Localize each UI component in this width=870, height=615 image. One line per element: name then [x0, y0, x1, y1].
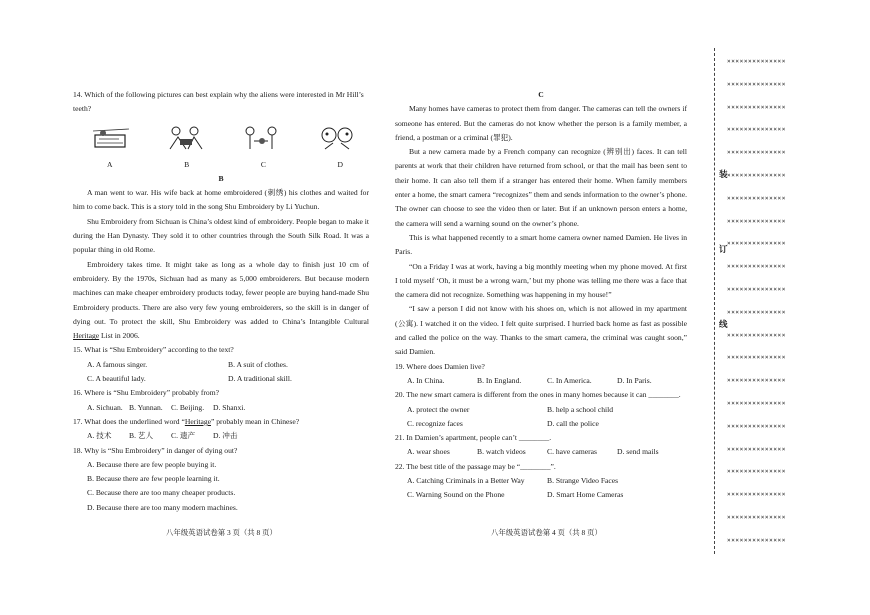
- star-row: ××××××××××××××: [727, 171, 786, 179]
- option: C. Warning Sound on the Phone: [407, 490, 505, 500]
- q22-options-row2: [395, 488, 687, 502]
- picture-label: B: [184, 159, 190, 169]
- option: D. call the police: [547, 418, 599, 428]
- star-row: ××××××××××××××: [727, 240, 786, 248]
- star-row: ××××××××××××××: [727, 149, 786, 157]
- star-row: ××××××××××××××: [727, 103, 786, 111]
- q16-options: [73, 401, 369, 415]
- star-row: ××××××××××××××: [727, 445, 786, 453]
- picture-d: [315, 125, 359, 151]
- q21-options: [395, 445, 687, 459]
- star-row: ××××××××××××××: [727, 217, 786, 225]
- binding-line: [714, 48, 716, 554]
- option: A. A famous singer.: [87, 359, 148, 369]
- option: C. In America.: [547, 375, 592, 385]
- passage-c-p1: Many homes have cameras to protect them from danger. The cameras can tell the owners if someone has entered. But the cameras do not know whether the person is a family member, a friend, a postman or a criminal (罪犯).: [395, 104, 687, 142]
- option: D. In Paris.: [617, 375, 652, 385]
- option: C. Because there are too many cheaper products.: [87, 488, 236, 498]
- section-b-heading: B: [218, 173, 224, 183]
- q15-options-row1: [73, 358, 369, 372]
- option: B. 艺人: [129, 431, 154, 441]
- question-16: 16. Where is “Shu Embroidery” probably from?: [73, 388, 219, 398]
- option: C. have cameras: [547, 447, 597, 457]
- star-row: ××××××××××××××: [727, 536, 786, 544]
- passage-b-p2: Shu Embroidery from Sichuan is China’s oldest kind of embroidery. People began to make it during the Han Dynasty. They sold it to other countries through the South Silk Road. It was a popular thing in old Rome.: [73, 216, 369, 255]
- q20-options-row1: [395, 403, 687, 417]
- question-21: 21. In Damien’s apartment, people can’t ________.: [395, 433, 552, 443]
- underlined-word: Heritage: [73, 331, 100, 341]
- left-column: [73, 88, 369, 515]
- picture-labels: [73, 158, 369, 172]
- option: B. Strange Video Faces: [547, 476, 619, 486]
- option: C. A beautiful lady.: [87, 374, 146, 384]
- q15-options-row2: [73, 372, 369, 386]
- passage-c-p4: “On a Friday I was at work, having a big monthly meeting when my phone moved. At first I told myself ‘Oh, it must be a wrong warn,’ but my phone was telling me there was a face that the camera did not recognize. Something was happening in my house!”: [395, 261, 687, 300]
- picture-c: [240, 125, 284, 151]
- star-row: ××××××××××××××: [727, 126, 786, 134]
- binding-word: 线: [719, 319, 728, 329]
- binding-margin-marks: [727, 58, 827, 560]
- page-footer-right: 八年级英语试卷第 4 页（共 8 页）: [491, 528, 602, 537]
- star-row: ××××××××××××××: [727, 285, 786, 293]
- question-20: 20. The new smart camera is different from the ones in many homes because it can ________.: [395, 390, 681, 400]
- option: D. Because there are too many modern machines.: [87, 502, 238, 512]
- picture-label: C: [260, 159, 266, 169]
- option: A. Because there are few people buying it.: [87, 459, 217, 469]
- star-row: ××××××××××××××: [727, 377, 786, 385]
- passage-c-p5: “I saw a person I did not know with his shoes on, which is not allowed in my apartment (公寓). I watched it on the video. I felt quite surprised. I hurried back home as fast as possible and called the police on the way. Thanks to the smart camera, the criminal was caught soon,” said Damien.: [395, 304, 687, 357]
- underlined-word: Heritage: [184, 416, 211, 426]
- option: A. Catching Criminals in a Better Way: [407, 476, 525, 486]
- q17-options: [73, 429, 369, 443]
- q19-options: [395, 374, 687, 388]
- option: B. In England.: [477, 375, 522, 385]
- question-14: 14. Which of the following pictures can best explain why the aliens were interested in Mr Hill’s teeth?: [73, 90, 364, 114]
- option: D. Shanxi.: [213, 402, 246, 412]
- option: A. wear shoes: [407, 447, 450, 457]
- picture-a: [89, 125, 133, 151]
- option: D. A traditional skill.: [228, 374, 292, 384]
- star-row: ××××××××××××××: [727, 468, 786, 476]
- picture-options: [73, 125, 369, 151]
- option: B. A suit of clothes.: [228, 359, 288, 369]
- right-column: [395, 88, 687, 503]
- binding-word: 订: [719, 244, 728, 254]
- picture-b: [164, 125, 208, 151]
- star-row: ××××××××××××××: [727, 263, 786, 271]
- question-17: 17. What does the underlined word “Heritage” probably mean in Chinese?: [73, 416, 300, 426]
- option: A. 技术: [87, 431, 112, 441]
- star-row: ××××××××××××××: [727, 80, 786, 88]
- binding-word: 装: [719, 169, 728, 179]
- picture-label: A: [107, 159, 113, 169]
- option: B. Because there are few people learning it.: [87, 474, 220, 484]
- q22-options-row1: [395, 474, 687, 488]
- star-row: ××××××××××××××: [727, 422, 786, 430]
- star-row: ××××××××××××××: [727, 491, 786, 499]
- star-row: ××××××××××××××: [727, 513, 786, 521]
- passage-b-p3: Embroidery takes time. It might take as long as a whole day to finish just 10 cm of embroidery. By the 1970s, Sichuan had as many as 5,000 embroiderers. But because modern machines can make cheaper embroidery products today, fewer people are buying hand-made Shu Embroidery products. There are also very few young embroiderers, so the skill is in danger of dying out. To protect the skill, Shu Embroidery was added to China’s Intangible Cultural Heritage List in 2006.: [73, 259, 369, 341]
- question-18: 18. Why is “Shu Embroidery” in danger of dying out?: [73, 445, 238, 455]
- star-row: ××××××××××××××: [727, 58, 786, 65]
- passage-b-p1: A man went to war. His wife back at home embroidered (刺绣) his clothes and waited for him to come back. This is a story told in the song Shu Embroidery by Li Yuchun.: [73, 188, 369, 212]
- option: A. Sichuan.: [87, 402, 123, 412]
- option: C. recognize faces: [407, 418, 463, 428]
- option: A. protect the owner: [407, 404, 470, 414]
- option: D. 冲击: [213, 431, 238, 441]
- star-row: ××××××××××××××: [727, 194, 786, 202]
- star-row: ××××××××××××××: [727, 308, 786, 316]
- question-19: 19. Where does Damien live?: [395, 361, 485, 371]
- option: B. help a school child: [547, 404, 614, 414]
- star-row: ××××××××××××××: [727, 331, 786, 339]
- star-row: ××××××××××××××: [727, 399, 786, 407]
- passage-c-p3: This is what happened recently to a smart home camera owner named Damien. He lives in Paris.: [395, 232, 687, 257]
- passage-c-p2: But a new camera made by a French company can recognize (辨别出) faces. It can tell parents at work that their children have returned from school, or that the mail has been sent to their home. It can also tell them if a stranger has entered their home. When family members enter a home, the smart camera “recognizes” them and sends information to the owner’s phone. The owner can choose to see the video then or later. But if an unknown person enters a home, the camera will send a warning sound on the owner’s phone.: [395, 147, 687, 228]
- option: D. Smart Home Cameras: [547, 490, 624, 500]
- question-15: 15. What is “Shu Embroidery” according to the text?: [73, 345, 234, 355]
- option: A. In China.: [407, 375, 445, 385]
- q20-options-row2: [395, 417, 687, 431]
- option: D. send mails: [617, 447, 659, 457]
- page-footer-left: 八年级英语试卷第 3 页（共 8 页）: [166, 528, 277, 537]
- option: C. Beijing.: [171, 402, 205, 412]
- option: B. Yunnan.: [129, 402, 163, 412]
- option: C. 遗产: [171, 431, 196, 441]
- section-c-heading: C: [538, 90, 544, 99]
- question-22: 22. The best title of the passage may be “________”.: [395, 461, 556, 471]
- star-row: ××××××××××××××: [727, 354, 786, 362]
- picture-label: D: [337, 159, 343, 169]
- option: B. watch videos: [477, 447, 526, 457]
